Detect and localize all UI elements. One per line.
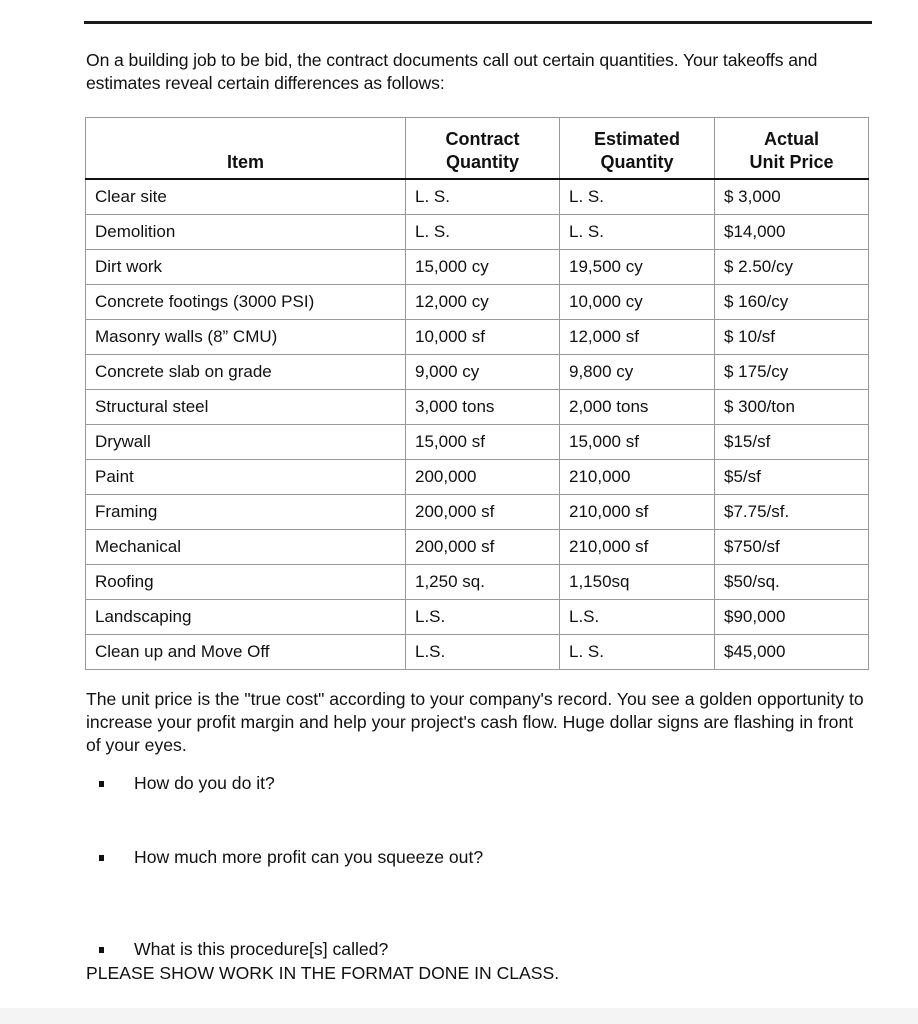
cell-estimated-qty: L.S. [560, 600, 715, 635]
table-row [86, 460, 869, 495]
cell-item: Demolition [86, 215, 406, 250]
cell-estimated-qty: 10,000 cy [560, 285, 715, 320]
cell-contract-qty: 15,000 cy [406, 250, 560, 285]
scenario-paragraph: The unit price is the "true cost" according to your company's record. You see a golden opportunity to increase your profit margin and help your project's cash flow. Huge dollar signs are flashing in front of your eyes. [86, 689, 864, 755]
cell-item: Structural steel [86, 390, 406, 425]
header-estimated-quantity: Estimated Quantity [560, 118, 715, 180]
cell-estimated-qty: 210,000 [560, 460, 715, 495]
cell-contract-qty: 3,000 tons [406, 390, 560, 425]
table-row [86, 215, 869, 250]
cell-unit-price: $15/sf [715, 425, 869, 460]
cell-unit-price: $ 175/cy [715, 355, 869, 390]
cell-item: Dirt work [86, 250, 406, 285]
cell-item: Masonry walls (8” CMU) [86, 320, 406, 355]
cell-estimated-qty: L. S. [560, 215, 715, 250]
cell-contract-qty: L.S. [406, 635, 560, 670]
top-rule [84, 21, 872, 24]
cell-unit-price: $14,000 [715, 215, 869, 250]
closing-instruction: PLEASE SHOW WORK IN THE FORMAT DONE IN CLASS. [86, 963, 560, 983]
cell-contract-qty: 12,000 cy [406, 285, 560, 320]
cell-unit-price: $ 160/cy [715, 285, 869, 320]
cell-unit-price: $ 10/sf [715, 320, 869, 355]
cell-estimated-qty: L. S. [560, 179, 715, 215]
cell-unit-price: $5/sf [715, 460, 869, 495]
table-row [86, 495, 869, 530]
bullet-icon [99, 855, 104, 861]
cell-unit-price: $ 3,000 [715, 179, 869, 215]
cell-item: Clear site [86, 179, 406, 215]
cell-contract-qty: L. S. [406, 215, 560, 250]
table-row [86, 390, 869, 425]
table-row [86, 250, 869, 285]
cell-contract-qty: 200,000 [406, 460, 560, 495]
cell-item: Drywall [86, 425, 406, 460]
cell-estimated-qty: 12,000 sf [560, 320, 715, 355]
cell-item: Mechanical [86, 530, 406, 565]
cell-contract-qty: 15,000 sf [406, 425, 560, 460]
cell-unit-price: $7.75/sf. [715, 495, 869, 530]
page-bottom-edge [0, 1008, 918, 1024]
table-header-row [86, 118, 869, 180]
quantity-table [85, 117, 869, 670]
cell-estimated-qty: 1,150sq [560, 565, 715, 600]
table-row [86, 320, 869, 355]
cell-estimated-qty: 210,000 sf [560, 495, 715, 530]
cell-unit-price: $ 2.50/cy [715, 250, 869, 285]
cell-unit-price: $90,000 [715, 600, 869, 635]
cell-contract-qty: L. S. [406, 179, 560, 215]
intro-text: On a building job to be bid, the contract documents call out certain quantities. Your takeoffs and estimates reveal certain differences as follows: [86, 50, 818, 93]
cell-contract-qty: 200,000 sf [406, 495, 560, 530]
cell-item: Clean up and Move Off [86, 635, 406, 670]
table-row [86, 600, 869, 635]
header-item: Item [86, 118, 406, 180]
table-row [86, 355, 869, 390]
cell-unit-price: $ 300/ton [715, 390, 869, 425]
cell-contract-qty: L.S. [406, 600, 560, 635]
table-row [86, 425, 869, 460]
cell-estimated-qty: L. S. [560, 635, 715, 670]
cell-estimated-qty: 2,000 tons [560, 390, 715, 425]
cell-item: Landscaping [86, 600, 406, 635]
cell-item: Concrete slab on grade [86, 355, 406, 390]
cell-contract-qty: 9,000 cy [406, 355, 560, 390]
bullet-icon [99, 947, 104, 953]
cell-estimated-qty: 15,000 sf [560, 425, 715, 460]
cell-estimated-qty: 210,000 sf [560, 530, 715, 565]
cell-item: Concrete footings (3000 PSI) [86, 285, 406, 320]
cell-item: Paint [86, 460, 406, 495]
cell-unit-price: $50/sq. [715, 565, 869, 600]
bullet-icon [99, 781, 104, 787]
header-contract-quantity: Contract Quantity [406, 118, 560, 180]
table-row [86, 530, 869, 565]
table-row [86, 179, 869, 215]
table-row [86, 285, 869, 320]
cell-unit-price: $750/sf [715, 530, 869, 565]
cell-contract-qty: 1,250 sq. [406, 565, 560, 600]
cell-unit-price: $45,000 [715, 635, 869, 670]
cell-item: Framing [86, 495, 406, 530]
cell-estimated-qty: 19,500 cy [560, 250, 715, 285]
cell-item: Roofing [86, 565, 406, 600]
header-actual-unit-price: Actual Unit Price [715, 118, 869, 180]
cell-contract-qty: 200,000 sf [406, 530, 560, 565]
cell-estimated-qty: 9,800 cy [560, 355, 715, 390]
cell-contract-qty: 10,000 sf [406, 320, 560, 355]
table-row [86, 565, 869, 600]
table-row [86, 635, 869, 670]
